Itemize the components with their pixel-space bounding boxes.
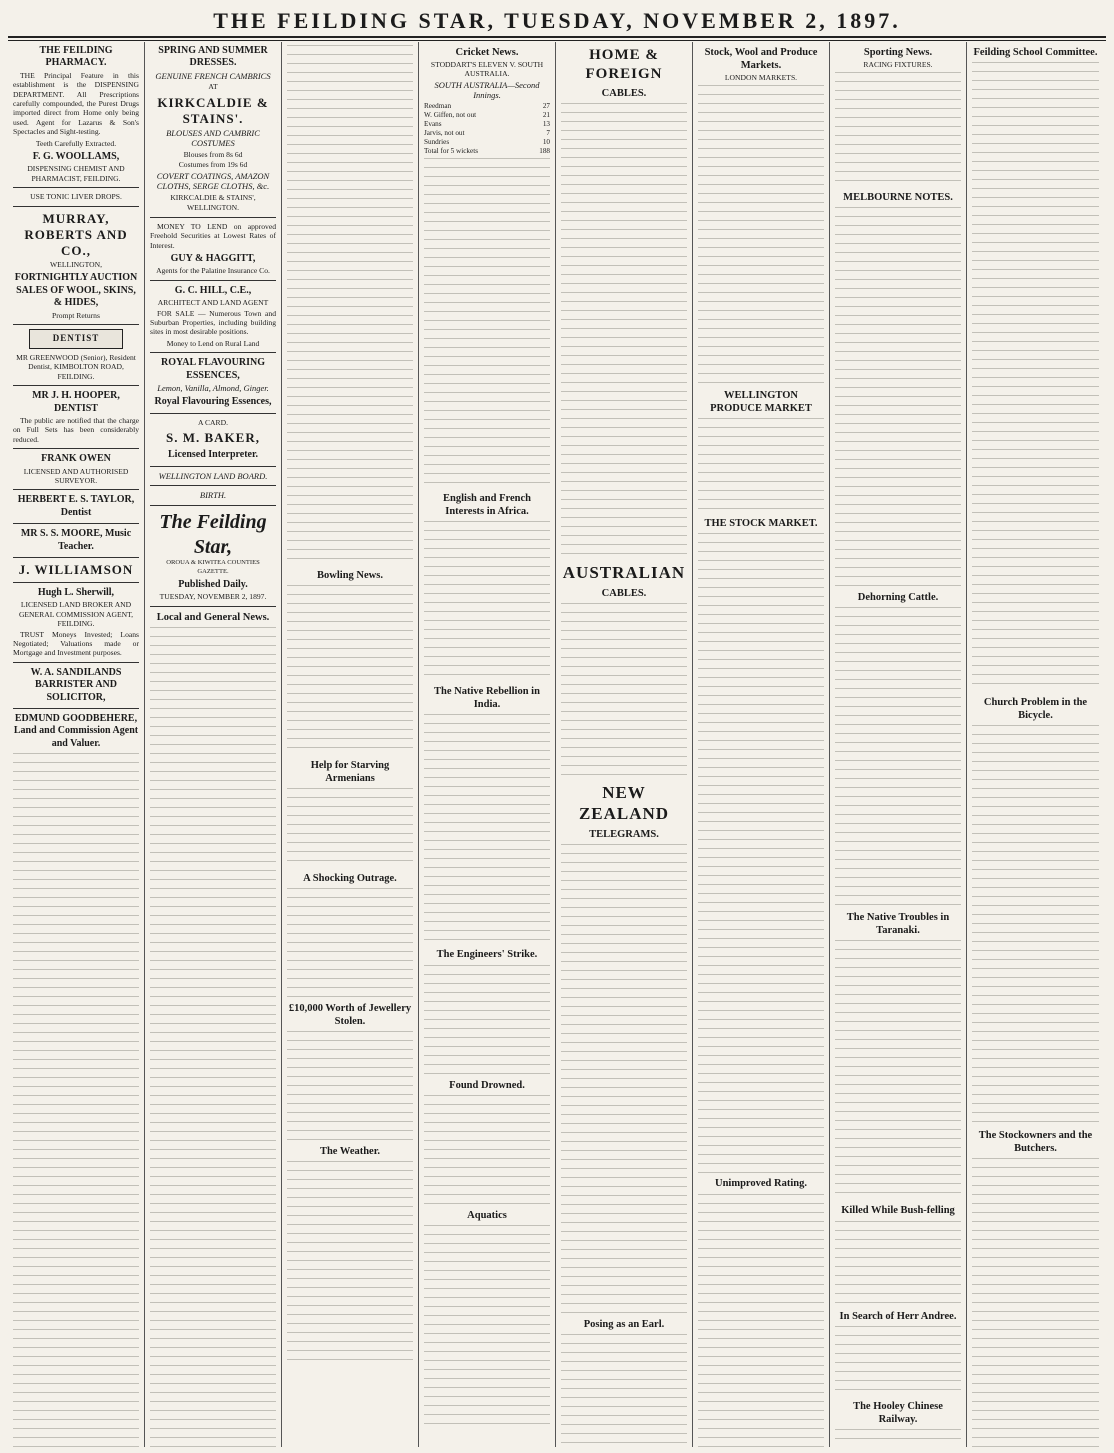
text-filler: [698, 418, 824, 513]
covert-line: COVERT COATINGS, AMAZON CLOTHS, SERGE CLOTHS, &c.: [156, 170, 270, 192]
engineers-head: The Engineers' Strike.: [436, 949, 538, 961]
text-filler: [287, 45, 413, 565]
kirkcaldie-sign: KIRKCALDIE & STAINS',: [170, 192, 256, 202]
melbourne-head: MELBOURNE NOTES.: [843, 192, 953, 204]
batsman-runs: 188: [539, 146, 550, 155]
text-filler: [424, 521, 550, 681]
masthead-rule: [8, 36, 1106, 41]
text-filler: [561, 103, 687, 558]
score-row: [424, 138, 550, 147]
newzealand-head: NEW ZEALAND: [578, 783, 670, 824]
batsman-name: Evans: [424, 119, 442, 128]
money-ad: MONEY TO LEND on approved Freehold Securities at Lowest Rates of Interest.: [150, 221, 276, 250]
column-6: [693, 42, 830, 1447]
divider: [13, 206, 139, 207]
text-filler: [698, 533, 824, 1173]
murray-place: WELLINGTON,: [50, 259, 102, 269]
weather-head: The Weather.: [319, 1146, 381, 1158]
home-foreign-head: HOME & FOREIGN: [585, 47, 663, 82]
jewellery-head: £10,000 Worth of Jewellery Stolen.: [288, 1003, 412, 1028]
batsman-runs: 27: [542, 101, 550, 110]
royal-line: Royal Flavouring Essences,: [154, 396, 272, 408]
divider: [150, 280, 276, 281]
chemist-line: DISPENSING CHEMIST AND PHARMACIST, FEILDING.: [27, 164, 125, 183]
moore-ad: MR S. S. MOORE, Music Teacher.: [20, 528, 132, 552]
divider: [13, 662, 139, 663]
divider: [13, 557, 139, 558]
local-news-head: Local and General News.: [156, 611, 270, 623]
owen-name: FRANK OWEN: [41, 453, 111, 465]
innings-line: SOUTH AUSTRALIA—Second Innings.: [434, 79, 540, 101]
text-filler: [835, 1429, 961, 1447]
divider: [13, 187, 139, 188]
masthead-title: THE FEILDING STAR, TUESDAY, NOVEMBER 2, 1897.: [213, 8, 901, 33]
markets-head: Stock, Wool and Produce Markets.: [704, 47, 818, 72]
batsman-name: W. Giffen, not out: [424, 110, 477, 119]
column-3: [282, 42, 419, 1447]
sherwill-name: Hugh L. Sherwill,: [37, 587, 115, 599]
column-7: [830, 42, 967, 1447]
columns: [8, 42, 1106, 1447]
feilding-star-nameplate: The Feilding Star,: [159, 510, 267, 558]
flavouring-sub: Lemon, Vanilla, Almond, Ginger.: [157, 382, 269, 393]
cables-head: CABLES.: [601, 88, 647, 100]
costumes-price: Costumes from 19s 6d: [178, 160, 248, 170]
kirkcaldie-title: KIRKCALDIE & STAINS'.: [157, 94, 269, 126]
birth-title: BIRTH.: [199, 490, 227, 501]
text-filler: [287, 1031, 413, 1141]
divider: [13, 489, 139, 490]
divider: [150, 606, 276, 607]
score-row: [424, 111, 550, 120]
murray-sales: FORTNIGHTLY AUCTION SALES OF WOOL, SKINS, & HIDES,: [14, 272, 138, 309]
stock-market-head: THE STOCK MARKET.: [704, 518, 818, 530]
text-filler: [698, 85, 824, 385]
divider: [13, 523, 139, 524]
woollams-name: F. G. WOOLLAMS,: [32, 151, 120, 163]
text-filler: [972, 1158, 1099, 1447]
text-filler: [835, 1326, 961, 1396]
tonic-line: USE TONIC LIVER DROPS.: [30, 192, 122, 202]
earl-head: Posing as an Earl.: [583, 1319, 665, 1331]
text-filler: [561, 603, 687, 778]
sherwill-sub: LICENSED LAND BROKER AND GENERAL COMMISSION AGENT, FEILDING.: [18, 600, 134, 629]
taylor-ad: HERBERT E. S. TAYLOR, Dentist: [17, 494, 135, 518]
fixtures-head: RACING FIXTURES.: [863, 60, 933, 70]
pharmacy-title: THE FEILDING PHARMACY.: [39, 45, 113, 69]
text-filler: [561, 844, 687, 1314]
score-row: [424, 120, 550, 129]
dresses-title: SPRING AND SUMMER DRESSES.: [158, 45, 268, 69]
architect-line: ARCHITECT AND LAND AGENT: [157, 298, 269, 308]
hill-name: G. C. HILL, C.E.,: [174, 284, 252, 296]
text-filler: [424, 714, 550, 944]
pharmacy-text: THE Principal Feature in this establishment is the DISPENSING DEPARTMENT. All Prescriptions carefully compounded, the Purest Drugs imported direct from Home only being used. Agent for Lazarus & Son's Spectacles and Sight-testing.: [13, 70, 139, 137]
stockowners-head: The Stockowners and the Butchers.: [978, 1130, 1093, 1155]
text-filler: [287, 585, 413, 755]
column-2: [145, 42, 282, 1447]
batsman-runs: 21: [542, 110, 550, 119]
divider: [150, 352, 276, 353]
text-filler: [561, 1334, 687, 1447]
batsman-name: Jarvis, not out: [424, 128, 465, 137]
flavouring-title: ROYAL FLAVOURING ESSENCES,: [161, 357, 265, 381]
cricket-scores: [424, 102, 550, 156]
score-row: [424, 102, 550, 111]
rebellion-head: The Native Rebellion in India.: [434, 686, 540, 711]
bicycle-head: Church Problem in the Bicycle.: [983, 697, 1088, 722]
genuine-line: GENUINE FRENCH CAMBRICS: [155, 70, 271, 81]
agents-line: Agents for the Palatine Insurance Co.: [156, 266, 270, 276]
score-row: [424, 147, 550, 156]
interpreter-line: Licensed Interpreter.: [168, 449, 258, 461]
at-line: AT: [208, 82, 218, 92]
batsman-runs: 13: [542, 119, 550, 128]
bowling-head: Bowling News.: [317, 570, 383, 581]
cricket-head: Cricket News.: [455, 47, 519, 58]
batsman-runs: 7: [546, 128, 550, 137]
batsman-name: Reedman: [424, 101, 452, 110]
text-filler: [972, 725, 1099, 1125]
produce-market-head: WELLINGTON PRODUCE MARKET: [710, 390, 812, 415]
hooper-ad: MR J. H. HOOPER, DENTIST: [32, 390, 120, 414]
drowned-head: Found Drowned.: [449, 1079, 525, 1091]
goodbehere-ad: EDMUND GOODBEHERE, Land and Commission Agent and Valuer.: [13, 713, 139, 749]
guy-haggitt: GUY & HAGGITT,: [170, 252, 256, 264]
trust-text: TRUST Moneys Invested; Loans Negotiated; Valuations made or Mortgage and Investment purposes.: [13, 629, 139, 658]
teeth-line: Teeth Carefully Extracted.: [35, 138, 117, 148]
text-filler: [835, 1221, 961, 1306]
divider: [150, 413, 276, 414]
text-filler: [287, 1161, 413, 1361]
divider: [13, 448, 139, 449]
blouses-price: Blouses from 8s 6d: [183, 150, 243, 159]
sporting-head: Sporting News.: [863, 47, 933, 58]
text-filler: [287, 788, 413, 868]
land-board-title: WELLINGTON LAND BOARD.: [158, 470, 268, 481]
text-filler: [13, 753, 139, 1447]
greenwood-ad: MR GREENWOOD (Senior), Resident Dentist, KIMBOLTON ROAD, FEILDING.: [16, 352, 136, 381]
stoddart-line: STODDART'S ELEVEN V. SOUTH AUSTRALIA.: [430, 60, 544, 79]
outrage-head: A Shocking Outrage.: [303, 873, 397, 885]
lend-line: Money to Lend on Rural Land: [166, 338, 260, 348]
star-subtitle: OROUA & KIWITEA COUNTIES GAZETTE.: [166, 559, 260, 575]
dehorning-head: Dehorning Cattle.: [857, 592, 939, 604]
surveyor-line: LICENSED AND AUTHORISED SURVEYOR.: [23, 466, 129, 485]
text-filler: [150, 627, 276, 1447]
australian-cables-head: CABLES.: [601, 588, 647, 600]
divider: [150, 485, 276, 486]
murray-title: MURRAY, ROBERTS AND CO.,: [24, 210, 128, 258]
divider: [150, 505, 276, 506]
text-filler: [287, 888, 413, 998]
published-line: Published Daily.: [178, 578, 248, 590]
murray-note: Prompt Returns: [52, 310, 100, 320]
sandilands-ad: W. A. SANDILANDS BARRISTER AND SOLICITOR,: [30, 666, 122, 703]
africa-head: English and French Interests in Africa.: [443, 493, 531, 518]
rating-head: Unimproved Rating.: [715, 1178, 807, 1190]
column-1: [8, 42, 145, 1447]
text-filler: [424, 1225, 550, 1425]
text-filler: [835, 72, 961, 187]
batsman-name: Sundries: [424, 137, 450, 146]
dentist-badge: DENTIST: [29, 329, 123, 349]
batsman-runs: 10: [542, 137, 550, 146]
divider: [13, 582, 139, 583]
williamson-ad: J. WILLIAMSON: [18, 561, 134, 577]
divider: [150, 217, 276, 218]
text-filler: [835, 207, 961, 587]
text-filler: [835, 940, 961, 1200]
text-filler: [424, 1095, 550, 1205]
card-line: A CARD.: [198, 417, 228, 427]
text-filler: [698, 1194, 824, 1448]
school-committee-head: Feilding School Committee.: [973, 47, 1098, 58]
forsale-text: FOR SALE — Numerous Town and Suburban Properties, including building sites in most desirable positions.: [150, 308, 276, 337]
divider: [150, 466, 276, 467]
text-filler: [424, 158, 550, 488]
text-filler: [972, 62, 1099, 692]
text-filler: [424, 965, 550, 1075]
column-4: [419, 42, 556, 1447]
column-8: [967, 42, 1104, 1447]
issue-date: TUESDAY, NOVEMBER 2, 1897.: [159, 592, 267, 602]
taranaki-head: The Native Troubles in Taranaki.: [846, 912, 950, 937]
batsman-name: Total for 5 wickets: [424, 146, 478, 155]
public-notice: The public are notified that the charge on Full Sets has been considerably reduced.: [13, 415, 139, 444]
blouses-line: BLOUSES AND CAMBRIC COSTUMES: [166, 127, 260, 149]
aquatics-head: Aquatics: [467, 1209, 507, 1221]
andree-head: In Search of Herr Andree.: [839, 1310, 957, 1322]
telegrams-head: TELEGRAMS.: [589, 829, 659, 841]
london-markets-head: LONDON MARKETS.: [724, 73, 798, 83]
column-5: [556, 42, 693, 1447]
score-row: [424, 129, 550, 138]
baker-name: S. M. BAKER,: [166, 430, 260, 446]
australian-head: AUSTRALIAN: [562, 563, 686, 583]
kirkcaldie-place: WELLINGTON.: [187, 203, 239, 213]
armenians-head: Help for Starving Armenians: [310, 760, 390, 785]
divider: [13, 708, 139, 709]
divider: [13, 385, 139, 386]
text-filler: [835, 607, 961, 907]
bushfelling-head: Killed While Bush-felling: [841, 1205, 955, 1217]
divider: [13, 324, 139, 325]
hooley-head: The Hooley Chinese Railway.: [853, 1400, 943, 1425]
